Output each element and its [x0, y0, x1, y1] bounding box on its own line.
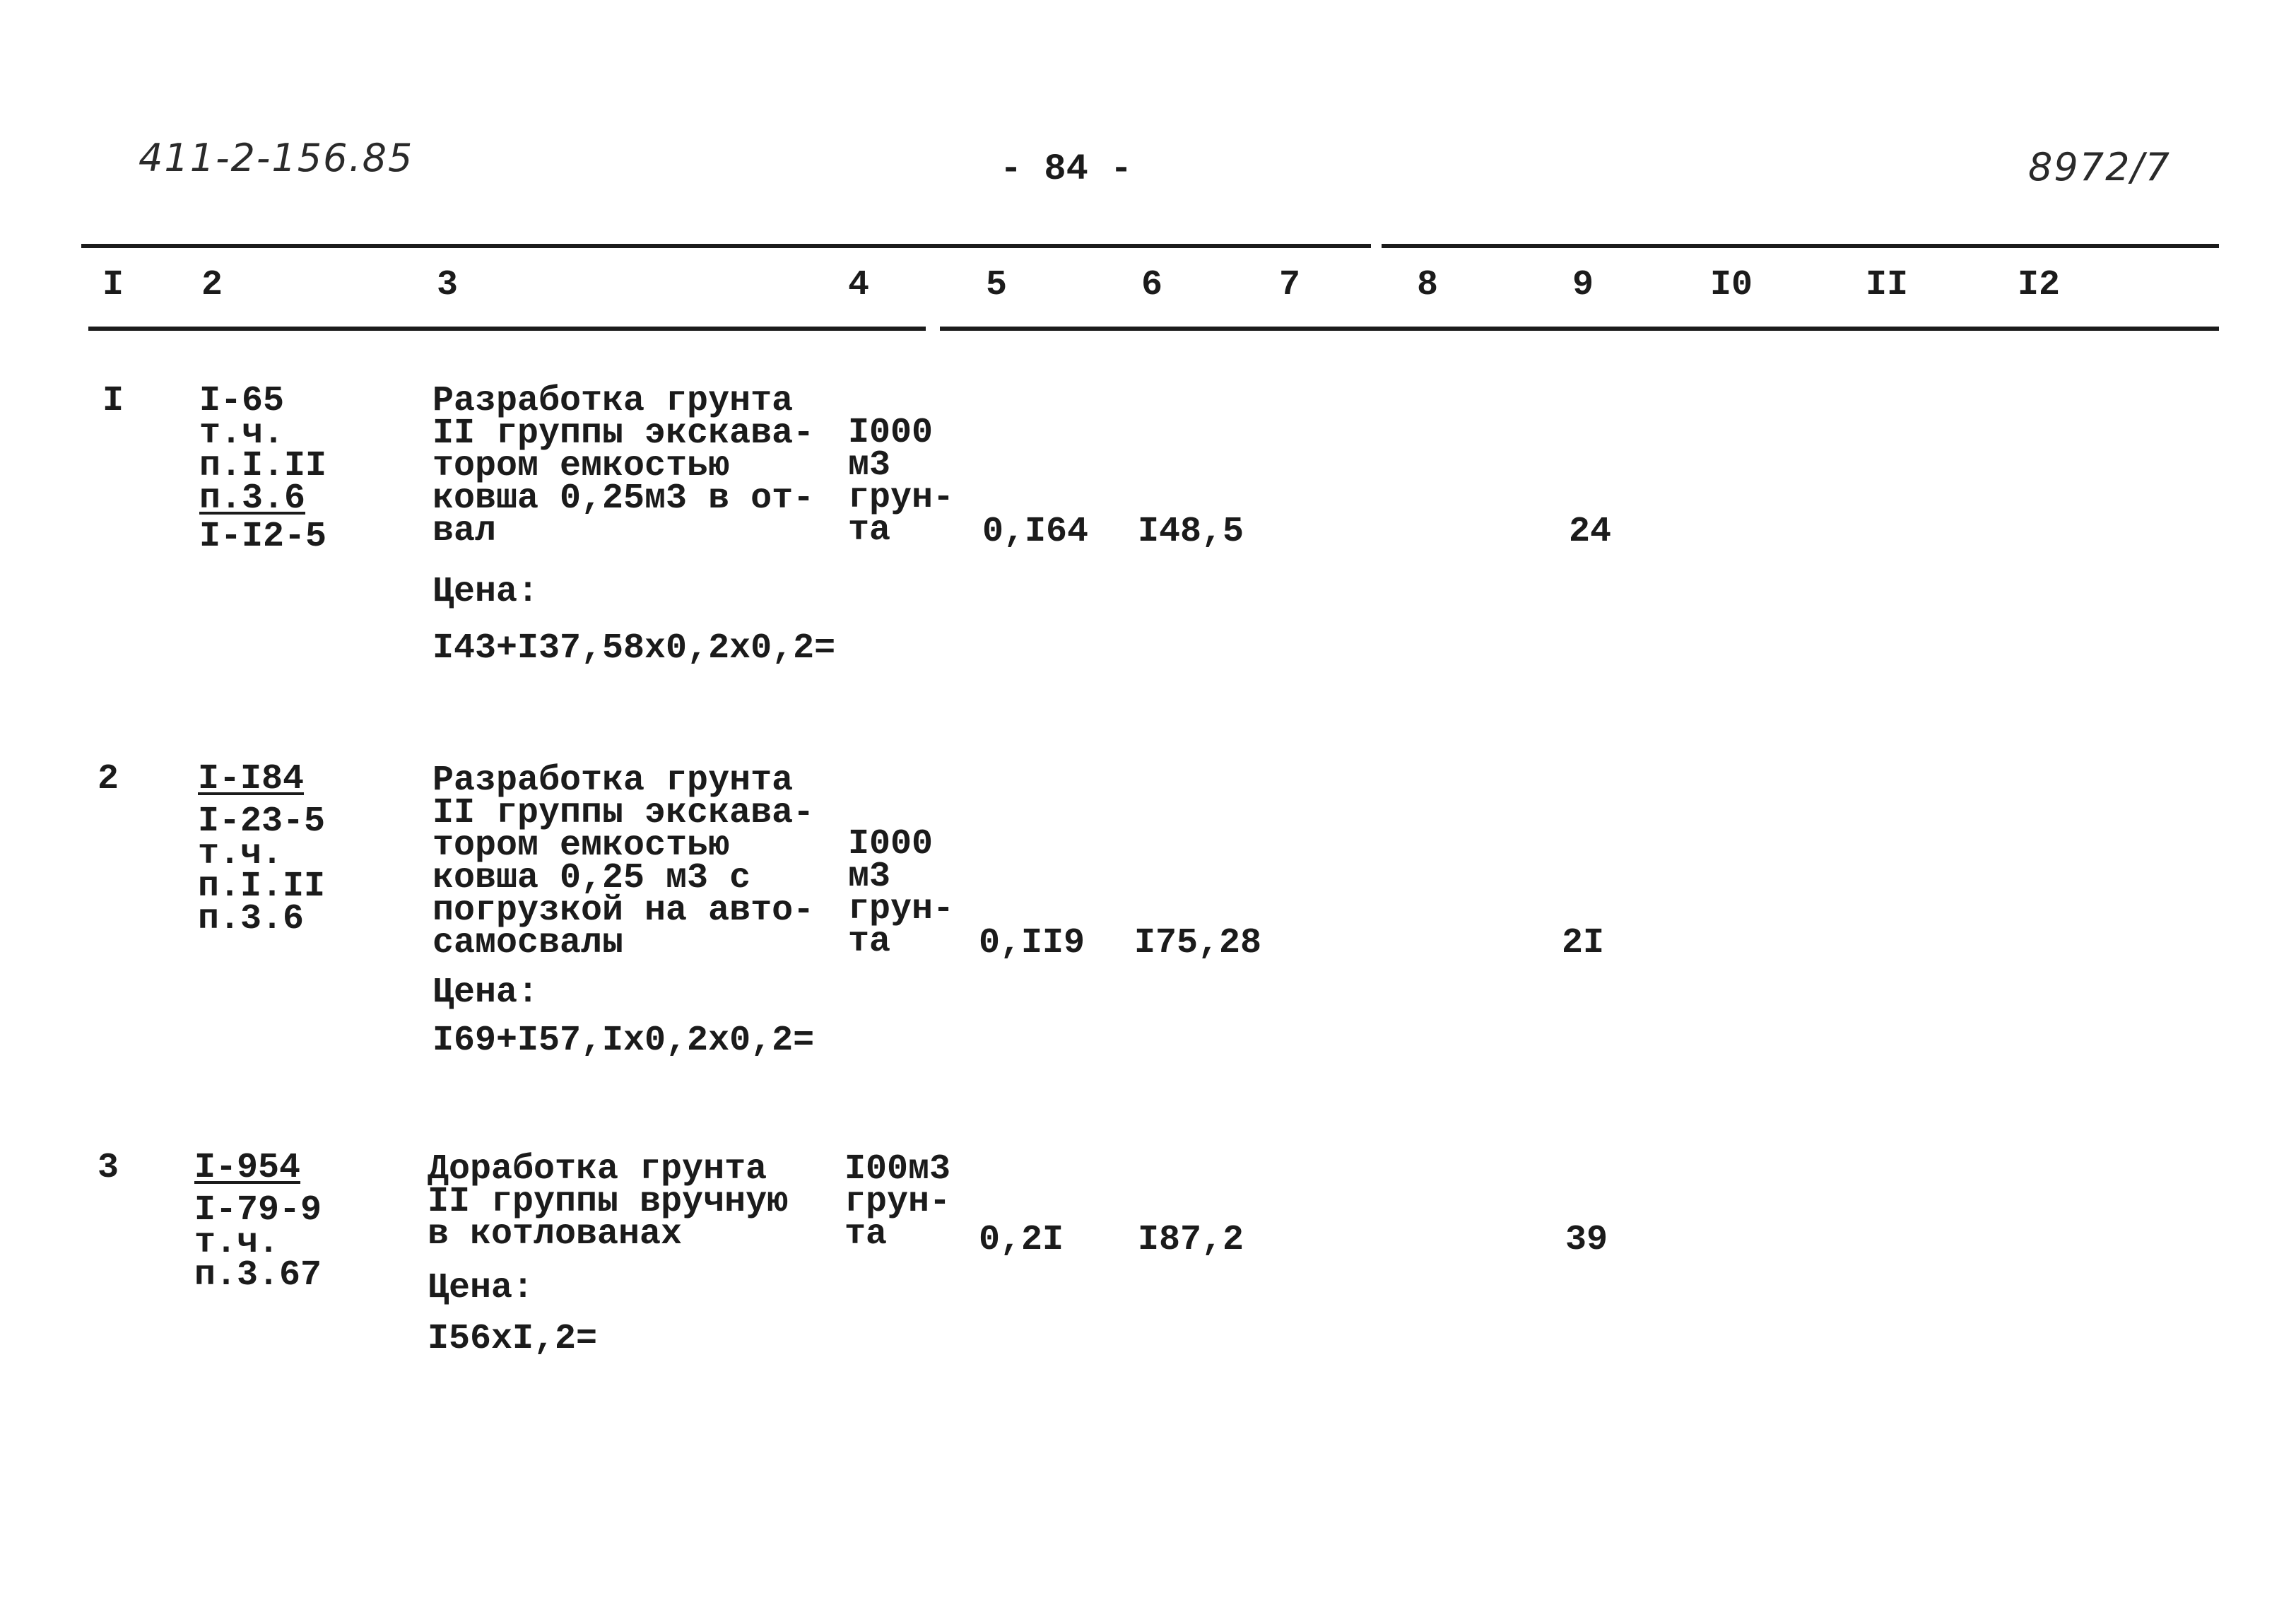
unit-line: та	[848, 922, 891, 962]
price-formula: I56xI,2=	[428, 1319, 598, 1359]
row-number: 3	[98, 1148, 119, 1188]
cell-col5: 0,2I	[979, 1220, 1064, 1260]
code-line: п.3.6	[198, 899, 305, 939]
cell-col9: 24	[1569, 512, 1612, 552]
unit-line: м3	[848, 445, 891, 486]
cell-col9: 39	[1565, 1220, 1608, 1260]
code-line: I-23-5	[198, 802, 326, 842]
description-line: Разработка грунта	[432, 381, 794, 421]
description-line: вал	[432, 511, 497, 551]
row-codes	[194, 1148, 322, 1296]
description-line: II группы экскава-	[432, 793, 815, 833]
row-description	[432, 761, 815, 963]
description-line: тором емкостью	[432, 826, 730, 866]
code-line: т.ч.	[199, 413, 285, 454]
unit-line: та	[848, 510, 891, 551]
code-line: I-954	[194, 1148, 301, 1188]
row-description	[428, 1149, 789, 1255]
price-label: Цена:	[432, 572, 539, 612]
document-code: 411-2-156.85	[139, 136, 414, 180]
column-header-2: 2	[201, 265, 223, 305]
unit-line: грун-	[844, 1182, 951, 1222]
top-rule-right	[1382, 244, 2219, 248]
sheet-code: 8972/7	[2028, 145, 2171, 189]
description-line: в котлованах	[428, 1214, 683, 1255]
code-line: I-65	[199, 381, 285, 421]
description-line: ковша 0,25 м3 с	[432, 858, 751, 898]
column-header-7: 7	[1279, 265, 1301, 305]
description-line: Разработка грунта	[432, 761, 794, 801]
description-line: тором емкостью	[432, 446, 730, 486]
code-line: п.3.67	[194, 1255, 322, 1296]
row-codes	[198, 759, 326, 939]
column-header-12: I2	[2018, 265, 2061, 305]
unit-line: I000	[848, 824, 934, 864]
column-header-6: 6	[1141, 265, 1163, 305]
header-rule-left	[88, 327, 926, 331]
code-line: I-I84	[198, 759, 305, 799]
price-label: Цена:	[428, 1268, 534, 1308]
header-rule-right	[940, 327, 2219, 331]
column-header-3: 3	[437, 265, 459, 305]
description-line: II группы вручную	[428, 1182, 789, 1222]
page-number: - 84 -	[1000, 148, 1133, 190]
price-formula: I43+I37,58x0,2x0,2=	[432, 628, 836, 669]
unit-line: м3	[848, 857, 891, 897]
row-unit	[844, 1149, 951, 1255]
row-codes	[199, 381, 327, 557]
column-header-1: I	[102, 265, 124, 305]
description-line: ковша 0,25м3 в от-	[432, 478, 815, 519]
cell-col5: 0,I64	[982, 512, 1089, 552]
column-header-10: I0	[1710, 265, 1753, 305]
price-formula: I69+I57,Ix0,2x0,2=	[432, 1021, 815, 1061]
code-line: I-79-9	[194, 1190, 322, 1231]
description-line: Доработка грунта	[428, 1149, 767, 1190]
row-description	[432, 381, 815, 551]
code-line: I-I2-5	[199, 517, 327, 557]
code-line: т.ч.	[194, 1223, 280, 1263]
row-number: 2	[98, 759, 119, 799]
cell-col6: I87,2	[1138, 1220, 1244, 1260]
cell-col5: 0,II9	[979, 923, 1085, 963]
description-line: II группы экскава-	[432, 413, 815, 454]
column-header-11: II	[1866, 265, 1909, 305]
column-header-4: 4	[848, 265, 870, 305]
cell-col6: I75,28	[1134, 923, 1262, 963]
code-line: п.3.6	[199, 478, 306, 519]
unit-line: та	[844, 1214, 888, 1255]
row-unit	[848, 824, 955, 962]
code-line: п.I.II	[198, 867, 326, 907]
code-line: т.ч.	[198, 834, 283, 874]
unit-line: I00м3	[844, 1149, 951, 1190]
unit-line: I000	[848, 413, 934, 453]
price-label: Цена:	[432, 973, 539, 1013]
code-line: п.I.II	[199, 446, 327, 486]
column-header-8: 8	[1417, 265, 1439, 305]
cell-col6: I48,5	[1138, 512, 1244, 552]
column-header-5: 5	[986, 265, 1008, 305]
unit-line: грун-	[848, 889, 955, 929]
row-number: I	[102, 381, 124, 421]
column-header-9: 9	[1572, 265, 1594, 305]
row-unit	[848, 413, 955, 551]
unit-line: грун-	[848, 478, 955, 518]
description-line: погрузкой на авто-	[432, 891, 815, 931]
cell-col9: 2I	[1562, 923, 1605, 963]
top-rule-left	[81, 244, 1371, 248]
description-line: самосвалы	[432, 923, 624, 963]
